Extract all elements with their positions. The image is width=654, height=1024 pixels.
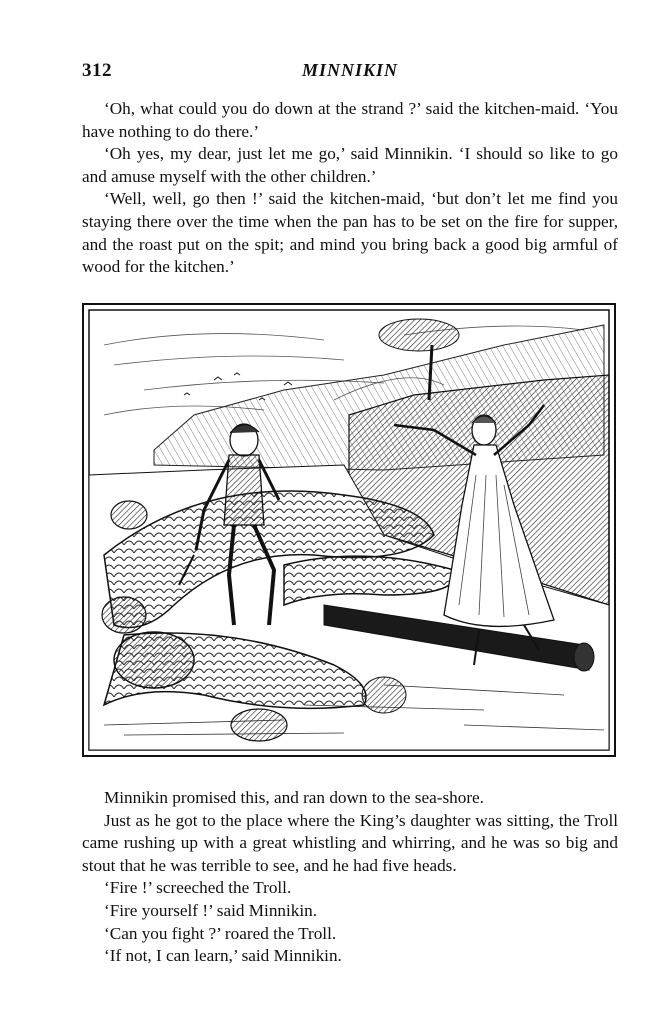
engraving-drawing — [84, 305, 614, 755]
running-title: MINNIKIN — [301, 60, 399, 80]
paragraph: ‘Oh, what could you do down at the strand ?’ said the kitchen-maid. ‘You have nothing to do there.’ — [82, 99, 618, 141]
illustration-minnikin-troll — [82, 303, 616, 757]
text-block-top — [82, 98, 618, 279]
page-number: 312 — [82, 60, 112, 81]
paragraph: Minnikin promised this, and ran down to the sea-shore. — [104, 788, 484, 807]
paragraph: ‘Can you fight ?’ roared the Troll. — [104, 923, 337, 943]
paragraph: ‘If not, I can learn,’ said Minnikin. — [104, 946, 342, 966]
paragraph: ‘Well, well, go then !’ said the kitchen-maid, ‘but don’t let me find you staying there over the time when the pan has to be set on the fire for supper, and the roast put on the spit; and mind you bring back a good big armful of wood for the kitchen.’ — [82, 189, 618, 277]
paragraph: ‘Oh yes, my dear, just let me go,’ said Minnikin. ‘I should so like to go and amuse myself with the other children.’ — [82, 144, 618, 186]
paragraph: Just as he got to the place where the King’s daughter was sitting, the Troll came rushing up with a great whistling and whirring, and he was so big and stout that he was terrible to see, and he had five heads. — [82, 810, 618, 875]
text-block-bottom — [82, 787, 618, 968]
page-header — [82, 60, 618, 84]
paragraph: ‘Fire yourself !’ said Minnikin. — [104, 900, 318, 920]
paragraph: ‘Fire !’ screeched the Troll. — [104, 878, 292, 898]
